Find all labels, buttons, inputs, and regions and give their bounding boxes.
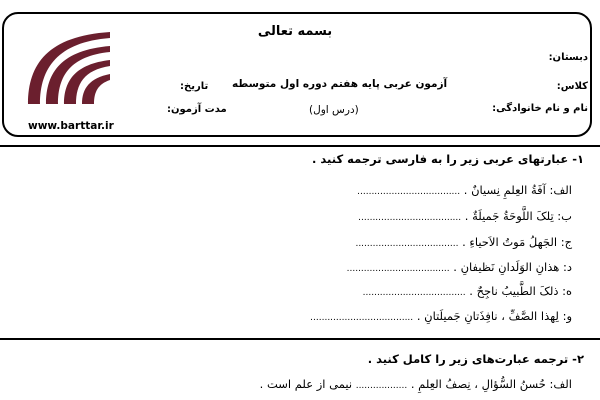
item-text: ب: تِلکَ اللَّوحَةُ جَمیلَةٌ . bbox=[464, 209, 572, 223]
answer-blank: .................................... bbox=[346, 264, 450, 274]
barttar-logo-icon bbox=[18, 24, 114, 106]
class-label: کلاس: bbox=[556, 81, 588, 92]
question-2-item bbox=[260, 377, 572, 391]
item-text: و: لِهذا الصَّفِّ ، نافِذَتانِ جَمیلَتانِ . bbox=[416, 309, 572, 323]
question-1-item bbox=[358, 209, 572, 223]
answer-blank: .................................... bbox=[362, 288, 466, 298]
logo-url-text: www.barttar.ir bbox=[28, 120, 114, 132]
item-text: ه: ذلکَ الطَّبیبُ ناجِحٌ . bbox=[469, 284, 572, 298]
answer-blank: .................. bbox=[355, 381, 408, 391]
answer-blank: .................................... bbox=[358, 213, 462, 223]
question-1-item bbox=[357, 183, 572, 197]
question-1-item bbox=[355, 235, 572, 249]
answer-blank: .................................... bbox=[357, 187, 461, 197]
item-rest-text: نیمی از علم است . bbox=[259, 377, 353, 391]
question-1-item bbox=[363, 284, 572, 298]
item-text: الف: آفَةُ العِلمِ نِسیانٌ . bbox=[463, 183, 572, 197]
divider bbox=[0, 145, 600, 147]
question-1-title: ۱- عبارتهای عربی زیر را به فارسی ترجمه کنید . bbox=[312, 152, 584, 166]
question-2-title: ۲- ترجمه عبارت‌های زیر را کامل کنید . bbox=[367, 352, 584, 366]
answer-blank: .................................... bbox=[355, 239, 459, 249]
student-name-label: نام و نام خانوادگی: bbox=[492, 103, 588, 114]
item-text: د: هذانِ الوَلَدانِ نَظیفانِ . bbox=[453, 260, 572, 274]
item-text: ج: الجَهلُ مَوتُ الاَحیاءِ . bbox=[462, 235, 572, 249]
divider bbox=[0, 338, 600, 340]
lesson-label: (درس اول) bbox=[309, 104, 359, 116]
basmala-heading: بسمه تعالی bbox=[257, 24, 333, 39]
duration-label: مدت آزمون: bbox=[167, 104, 227, 115]
date-label: تاریخ: bbox=[180, 81, 209, 92]
question-1-item bbox=[310, 309, 572, 323]
answer-blank: .................................... bbox=[310, 313, 414, 323]
school-label: دبستان: bbox=[548, 52, 588, 63]
exam-title: آزمون عربی پایه هفتم دوره اول متوسطه bbox=[232, 78, 448, 90]
question-1-item bbox=[347, 260, 572, 274]
item-text: الف: حُسنُ السُّؤالِ ، نِصفُ العِلمِ . bbox=[410, 377, 572, 391]
